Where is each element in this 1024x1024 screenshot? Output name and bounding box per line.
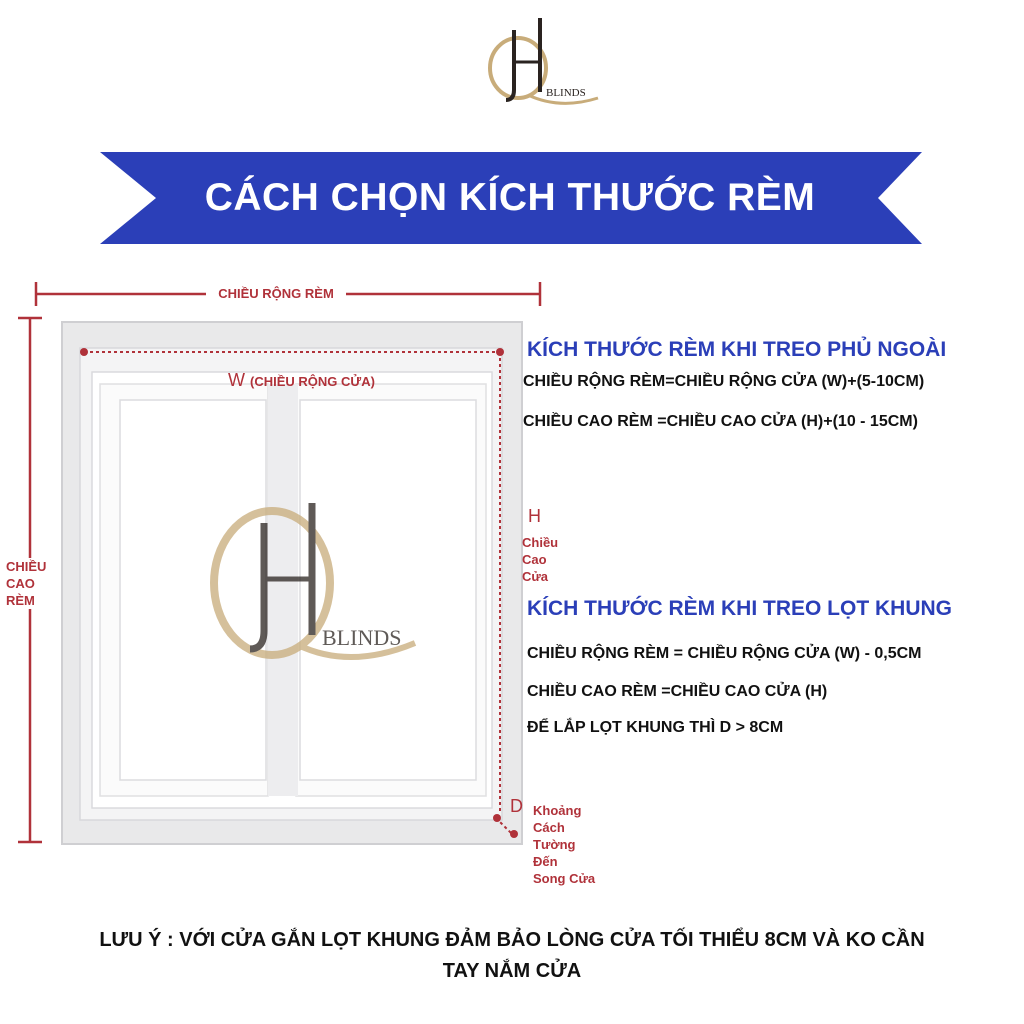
footer-note: LƯU Ý : VỚI CỬA GẮN LỌT KHUNG ĐẢM BẢO LÒNG CỬA TỐI THIỂU 8CM VÀ KO CẦN TAY NẮM CỬA — [99, 929, 925, 982]
door-width-label — [228, 370, 375, 391]
inside-mount-heading: KÍCH THƯỚC RÈM KHI TREO LỌT KHUNG — [527, 597, 952, 620]
inside-depth-formula: ĐỂ LẮP LỌT KHUNG THÌ D > 8CM — [527, 719, 784, 736]
w-description: (CHIỀU RỘNG CỬA) — [250, 374, 375, 389]
inside-width-formula: CHIỀU RỘNG RÈM = CHIỀU RỘNG CỬA (W) - 0,5CM — [527, 645, 922, 662]
inside-height-formula: CHIỀU CAO RÈM =CHIỀU CAO CỬA (H) — [527, 683, 828, 700]
d-letter: D — [510, 796, 523, 816]
door-height-description: Chiều Cao Cửa — [522, 535, 559, 584]
hq-blinds-watermark — [200, 495, 430, 675]
curtain-height-label: CHIỀU CAO RÈM — [6, 558, 56, 609]
curtain-width-label: CHIỀU RỘNG RÈM — [206, 285, 346, 302]
h-letter: H — [528, 506, 541, 526]
wall-distance-description: Khoảng Cách Tường Đến Song Cửa — [533, 803, 596, 886]
banner-title: CÁCH CHỌN KÍCH THƯỚC RÈM — [204, 176, 816, 219]
hq-blinds-logo — [470, 10, 610, 110]
logo-text: BLINDS — [546, 87, 586, 99]
watermark-text: BLINDS — [322, 625, 402, 650]
outside-mount-heading: KÍCH THƯỚC RÈM KHI TREO PHỦ NGOÀI — [527, 338, 947, 361]
outside-width-formula: CHIỀU RỘNG RÈM=CHIỀU RỘNG CỬA (W)+(5-10CM) — [523, 373, 925, 390]
w-letter: W — [228, 370, 245, 390]
outside-height-formula: CHIỀU CAO RÈM =CHIỀU CAO CỬA (H)+(10 - 15CM) — [523, 413, 918, 430]
